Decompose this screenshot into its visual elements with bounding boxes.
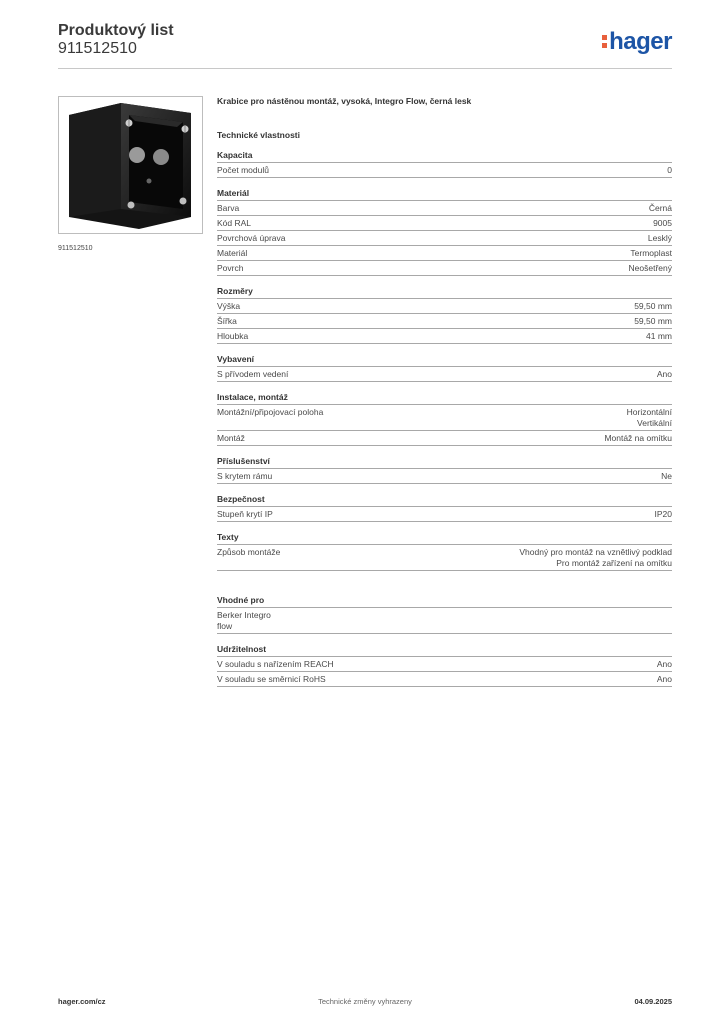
logo-text: hager xyxy=(609,28,672,55)
spec-value-line: 41 mm xyxy=(646,331,672,341)
spec-value-line: Vhodný pro montáž na vznětlivý podklad xyxy=(519,547,672,557)
spec-value xyxy=(646,331,672,342)
spec-value xyxy=(629,263,672,274)
spec-row xyxy=(217,246,672,261)
spec-value-line: Horizontální xyxy=(626,407,672,417)
section-title: Vhodné pro xyxy=(217,595,672,608)
spec-value-line: Pro montáž zařízení na omítku xyxy=(556,558,672,568)
suitable-line: flow xyxy=(217,621,233,631)
spec-row xyxy=(217,216,672,231)
spec-row xyxy=(217,672,672,687)
spec-label: Způsob montáže xyxy=(217,547,281,557)
product-name: Krabice pro nástěnou montáž, vysoká, Integro Flow, černá lesk xyxy=(217,96,472,106)
spec-label: Povrchová úprava xyxy=(217,233,286,243)
spec-value-line: Ano xyxy=(656,674,672,684)
spec-value-line: Lesklý xyxy=(647,233,672,243)
spec-value-line: 0 xyxy=(667,165,672,175)
spec-section xyxy=(217,532,672,571)
spec-value xyxy=(649,203,672,214)
spec-value xyxy=(653,218,672,229)
hager-logo xyxy=(602,28,672,56)
spec-row xyxy=(217,657,672,672)
suitable-text xyxy=(217,608,672,634)
footer-website: hager.com/cz xyxy=(58,997,106,1006)
spec-row xyxy=(217,507,672,522)
spec-section xyxy=(217,354,672,382)
spec-value xyxy=(657,674,672,685)
spec-label: S krytem rámu xyxy=(217,471,273,481)
photo-caption: 911512510 xyxy=(58,245,93,252)
spec-row xyxy=(217,261,672,276)
spec-value xyxy=(667,165,672,176)
spec-value-line: Vertikální xyxy=(637,418,672,428)
footer-note: Technické změny vyhrazeny xyxy=(318,997,412,1006)
spec-sections xyxy=(217,150,672,571)
spec-row xyxy=(217,469,672,484)
spec-value xyxy=(657,659,672,670)
spec-value-line: 9005 xyxy=(653,218,672,228)
spec-label: V souladu s nařízením REACH xyxy=(217,659,334,669)
spec-label: Montáž xyxy=(217,433,245,443)
spec-section xyxy=(217,286,672,344)
page-title: Produktový list xyxy=(58,22,174,39)
spec-value xyxy=(634,301,672,312)
spec-row xyxy=(217,314,672,329)
spec-value-line: Ano xyxy=(656,369,672,379)
spec-section xyxy=(217,456,672,484)
spec-value xyxy=(627,407,672,429)
spec-label: Barva xyxy=(217,203,240,213)
spec-row xyxy=(217,367,672,382)
spec-value-line: 59,50 mm xyxy=(634,301,672,311)
spec-value-line: Neošetřený xyxy=(628,263,672,273)
spec-value xyxy=(604,433,672,444)
spec-label: V souladu se směrnicí RoHS xyxy=(217,674,326,684)
product-code: 911512510 xyxy=(58,40,137,57)
spec-value xyxy=(630,248,672,259)
spec-row xyxy=(217,405,672,431)
section-title: Bezpečnost xyxy=(217,494,672,507)
section-title: Texty xyxy=(217,532,672,545)
spec-value-line: Černá xyxy=(648,203,672,213)
spec-section xyxy=(217,494,672,522)
spec-section xyxy=(217,150,672,178)
spec-value xyxy=(519,547,672,569)
spec-value xyxy=(648,233,672,244)
spec-value xyxy=(655,509,673,520)
spec-value-line: Termoplast xyxy=(630,248,672,258)
spec-label: S přívodem vedení xyxy=(217,369,289,379)
footer-date: 04.09.2025 xyxy=(634,997,672,1006)
section-title: Materiál xyxy=(217,188,672,201)
spec-label: Stupeň krytí IP xyxy=(217,509,273,519)
section-title: Vybavení xyxy=(217,354,672,367)
spec-value-line: 59,50 mm xyxy=(634,316,672,326)
spec-section xyxy=(217,188,672,276)
spec-value xyxy=(661,471,672,482)
spec-section xyxy=(217,392,672,446)
spec-label: Hloubka xyxy=(217,331,249,341)
section-title: Příslušenství xyxy=(217,456,672,469)
spec-content xyxy=(217,96,672,687)
surface-mount-box-icon xyxy=(59,97,202,233)
spec-row xyxy=(217,201,672,216)
section-title: Rozměry xyxy=(217,286,672,299)
tech-title: Technické vlastnosti xyxy=(217,130,300,140)
suitable-line: Berker Integro xyxy=(217,610,271,620)
sustainability-section xyxy=(217,644,672,687)
spec-row xyxy=(217,163,672,178)
spec-label: Počet modulů xyxy=(217,165,269,175)
spec-value-line: IP20 xyxy=(654,509,672,519)
spec-label: Kód RAL xyxy=(217,218,252,228)
suitable-section xyxy=(217,595,672,634)
spec-label: Výška xyxy=(217,301,241,311)
spec-value-line: Montáž na omítku xyxy=(604,433,672,443)
spec-label: Materiál xyxy=(217,248,248,258)
spec-value-line: Ne xyxy=(661,471,672,481)
spec-row xyxy=(217,299,672,314)
spec-value xyxy=(657,369,672,380)
section-title: Kapacita xyxy=(217,150,672,163)
spec-label: Montážní/připojovací poloha xyxy=(217,407,324,417)
product-photo xyxy=(58,96,203,234)
spec-value-line: Ano xyxy=(656,659,672,669)
spec-label: Povrch xyxy=(217,263,244,273)
spec-label: Šířka xyxy=(217,316,237,326)
section-title: Udržitelnost xyxy=(217,644,672,657)
spec-row xyxy=(217,431,672,446)
spec-row xyxy=(217,329,672,344)
spec-row xyxy=(217,231,672,246)
spec-value xyxy=(634,316,672,327)
header-divider xyxy=(58,68,672,69)
spec-row xyxy=(217,545,672,571)
section-title: Instalace, montáž xyxy=(217,392,672,405)
logo-dots-icon xyxy=(602,31,608,49)
